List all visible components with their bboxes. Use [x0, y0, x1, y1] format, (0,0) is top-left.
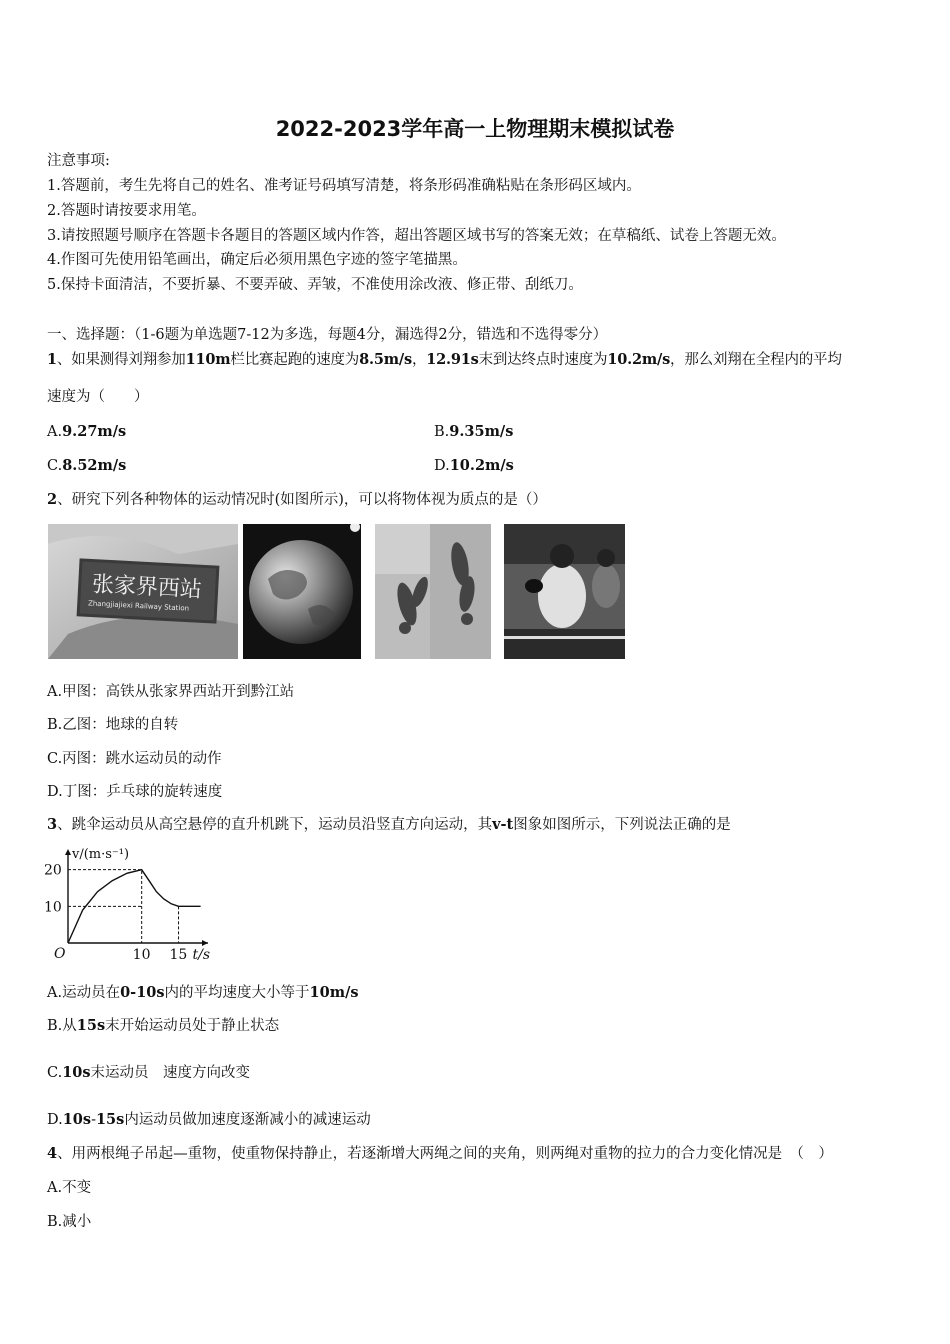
notice-item: 3.请按照题号顺序在答题卡各题目的答题区域内作答，超出答题区域书写的答案无效；在草稿纸、试卷上答题无效。	[47, 228, 786, 244]
question-4-stem: 4、用两根绳子吊起—重物，使重物保持静止，若逐渐增大两绳之间的夹角，则两绳对重物的拉力的合力变化情况是 （ ）	[47, 1145, 833, 1162]
origin-label: O	[54, 946, 66, 962]
x-axis-label: t/s	[192, 947, 211, 963]
q2-option-d: D.丁图：乒乓球的旋转速度	[47, 784, 223, 800]
q4-option-b: B.减小	[47, 1214, 92, 1230]
q2-option-b: B.乙图：地球的自转	[47, 717, 179, 733]
question-3-stem: 3、跳伞运动员从高空悬停的直升机跳下，运动员沿竖直方向运动，其v-t图象如图所示，下列说法正确的是	[47, 816, 731, 833]
page-title: 2022-2023学年高一上物理期末模拟试卷	[275, 117, 675, 141]
y-axis-arrow	[65, 849, 71, 855]
notice-item: 4.作图可先使用铅笔画出，确定后必须用黑色字迹的签字笔描黑。	[47, 252, 467, 268]
question-1-stem-cont: 速度为（ ）	[47, 389, 149, 405]
station-sign-image	[48, 524, 238, 659]
sign-chinese-text: 张家界西站	[91, 572, 203, 603]
q1-option-d: D.10.2m/s	[434, 457, 514, 474]
x-tick-label: 15	[169, 947, 188, 963]
q1-option-a: A.9.27m/s	[47, 423, 127, 440]
velocity-time-chart	[40, 843, 220, 968]
question-1-stem: 1、如果测得刘翔参加110m栏比赛起跑的速度为8.5m/s，12.91s末到达终点时速度为10.2m/s，那么刘翔在全程内的平均	[47, 351, 842, 368]
q3-option-d: D.10s-15s内运动员做加速度逐渐减小的减速运动	[47, 1111, 371, 1128]
y-tick-label: 10	[44, 899, 62, 916]
y-tick-label: 20	[44, 862, 62, 879]
q4-option-a: A.不变	[47, 1180, 92, 1196]
notice-item: 1.答题前，考生先将自己的姓名、准考证号码填写清楚，将条形码准确粘贴在条形码区域内。	[47, 178, 641, 194]
question-2-stem: 2、研究下列各种物体的运动情况时(如图所示)，可以将物体视为质点的是（）	[47, 491, 547, 508]
x-tick-label: 10	[132, 947, 151, 963]
q2-option-a: A.甲图：高铁从张家界西站开到黔江站	[47, 684, 295, 700]
diving-image	[375, 524, 491, 659]
q1-option-c: C.8.52m/s	[47, 457, 127, 474]
q3-option-a: A.运动员在0-10s内的平均速度大小等于10m/s	[47, 984, 359, 1001]
y-axis-label: v/(m·s⁻¹)	[72, 847, 130, 862]
notice-item: 5.保持卡面清洁，不要折暴、不要弄破、弄皱，不准使用涂改液、修正带、刮纸刀。	[47, 277, 583, 293]
q3-option-b: B.从15s末开始运动员处于静止状态	[47, 1017, 280, 1034]
q1-option-b: B.9.35m/s	[434, 423, 514, 440]
q2-option-c: C.丙图：跳水运动员的动作	[47, 751, 222, 767]
earth-image	[243, 524, 361, 659]
section-heading: 一、选择题：（1-6题为单选题7-12为多选，每题4分，漏选得2分，错选和不选得零分）	[47, 327, 608, 343]
table-tennis-image	[504, 524, 625, 659]
q3-option-c: C.10s末运动员 速度方向改变	[47, 1064, 251, 1081]
notice-item: 2.答题时请按要求用笔。	[47, 203, 206, 219]
sign-english-text: Zhangjiajiexi Railway Station	[87, 599, 190, 613]
notice-heading: 注意事项:	[47, 153, 110, 169]
x-axis-arrow	[202, 940, 208, 946]
